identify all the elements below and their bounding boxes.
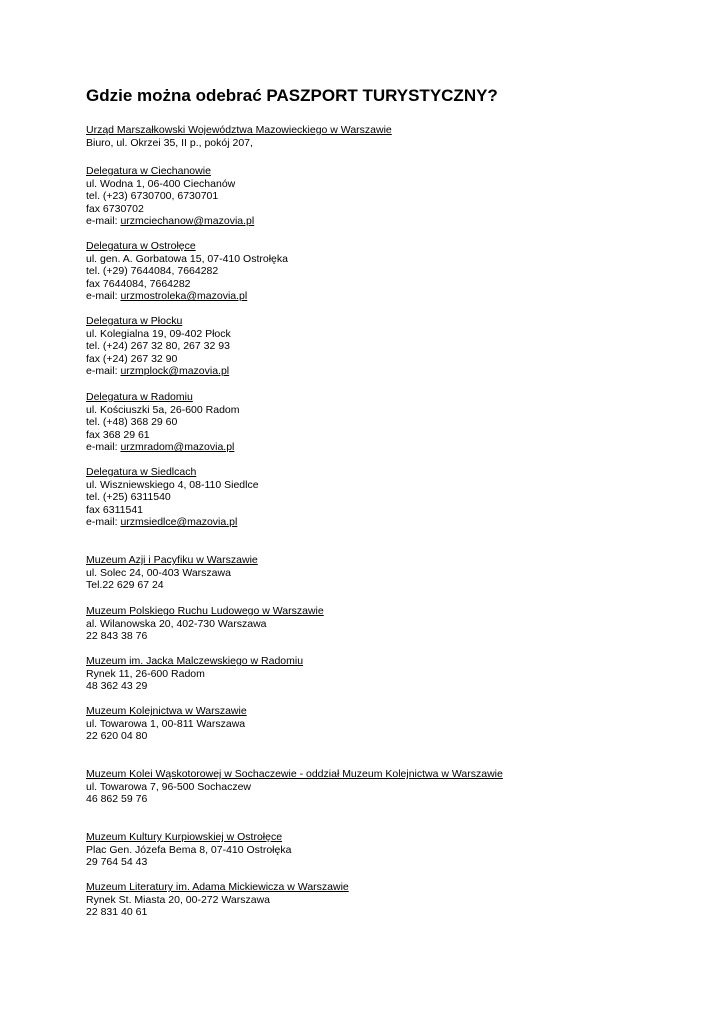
email-label: e-mail: bbox=[86, 365, 121, 378]
phone-line: 46 862 59 76 bbox=[86, 793, 148, 806]
fax-line: fax 7644084, 7664282 bbox=[86, 277, 191, 290]
museum-entry bbox=[86, 768, 503, 806]
delegation-name: Delegatura w Płocku bbox=[86, 315, 183, 327]
museum-name: Muzeum Literatury im. Adama Mickiewicza w Warszawie bbox=[86, 881, 349, 893]
museum-entry bbox=[86, 705, 247, 743]
museum-entry bbox=[86, 605, 324, 643]
phone-line: tel. (+24) 267 32 80, 267 32 93 bbox=[86, 340, 230, 353]
address-line: Rynek St. Miasta 20, 00-272 Warszawa bbox=[86, 893, 271, 906]
delegation-entry bbox=[86, 466, 259, 529]
address-line: Biuro, ul. Okrzei 35, II p., pokój 207, bbox=[86, 136, 253, 149]
email-line bbox=[86, 516, 259, 529]
museum-name: Muzeum Kolei Wąskotorowej w Sochaczewie - oddział Muzeum Kolejnictwa w Warszawie bbox=[86, 768, 503, 780]
phone-line: 22 843 38 76 bbox=[86, 630, 148, 643]
phone-line: 29 764 54 43 bbox=[86, 856, 148, 869]
museum-name: Muzeum Polskiego Ruchu Ludowego w Warszawie bbox=[86, 605, 324, 617]
phone-line: tel. (+25) 6311540 bbox=[86, 491, 171, 504]
museum-entry bbox=[86, 655, 303, 693]
phone-line: 22 831 40 61 bbox=[86, 906, 148, 919]
phone-line: 48 362 43 29 bbox=[86, 680, 148, 693]
email-label: e-mail: bbox=[86, 441, 121, 454]
email-link[interactable]: urzmostroleka@mazovia.pl bbox=[120, 290, 248, 303]
phone-line: tel. (+23) 6730700, 6730701 bbox=[86, 190, 219, 203]
email-link[interactable]: urzmciechanow@mazovia.pl bbox=[120, 215, 255, 228]
museum-name: Muzeum Kultury Kurpiowskiej w Ostrołęce bbox=[86, 831, 283, 843]
page-title: Gdzie można odebrać PASZPORT TURYSTYCZNY? bbox=[86, 86, 498, 105]
fax-line: fax (+24) 267 32 90 bbox=[86, 352, 178, 365]
office-entry bbox=[86, 124, 392, 149]
delegation-entry bbox=[86, 240, 288, 303]
email-line bbox=[86, 365, 231, 378]
phone-line: 22 620 04 80 bbox=[86, 730, 148, 743]
address-line: ul. Kościuszki 5a, 26-600 Radom bbox=[86, 403, 240, 416]
email-link[interactable]: urzmplock@mazovia.pl bbox=[120, 365, 230, 378]
museum-entry bbox=[86, 554, 258, 592]
fax-line: fax 368 29 61 bbox=[86, 428, 150, 441]
email-label: e-mail: bbox=[86, 516, 121, 529]
fax-line: fax 6730702 bbox=[86, 202, 144, 215]
address-line: Rynek 11, 26-600 Radom bbox=[86, 667, 205, 680]
address-line: ul. gen. A. Gorbatowa 15, 07-410 Ostrołęka bbox=[86, 252, 288, 265]
address-line: ul. Towarowa 1, 00-811 Warszawa bbox=[86, 717, 246, 730]
museum-name: Muzeum im. Jacka Malczewskiego w Radomiu bbox=[86, 655, 304, 667]
email-line bbox=[86, 441, 240, 454]
email-link[interactable]: urzmradom@mazovia.pl bbox=[120, 441, 235, 454]
email-label: e-mail: bbox=[86, 290, 121, 303]
address-line: ul. Kolegialna 19, 09-402 Płock bbox=[86, 327, 231, 340]
email-line bbox=[86, 290, 288, 303]
phone-line: Tel.22 629 67 24 bbox=[86, 579, 164, 592]
address-line: ul. Towarowa 7, 96-500 Sochaczew bbox=[86, 780, 251, 793]
museum-entry bbox=[86, 831, 291, 869]
address-line: Plac Gen. Józefa Bema 8, 07-410 Ostrołęka bbox=[86, 843, 292, 856]
museum-entry bbox=[86, 881, 349, 919]
delegation-entry bbox=[86, 315, 231, 378]
fax-line: fax 6311541 bbox=[86, 503, 144, 516]
delegation-name: Delegatura w Siedlcach bbox=[86, 466, 197, 478]
museum-name: Muzeum Azji i Pacyfiku w Warszawie bbox=[86, 554, 258, 566]
delegation-name: Delegatura w Ostrołęce bbox=[86, 240, 196, 252]
delegation-entry bbox=[86, 391, 240, 454]
email-line bbox=[86, 215, 254, 228]
phone-line: tel. (+48) 368 29 60 bbox=[86, 416, 178, 429]
delegation-name: Delegatura w Radomiu bbox=[86, 391, 193, 403]
address-line: al. Wilanowska 20, 402-730 Warszawa bbox=[86, 617, 267, 630]
delegation-name: Delegatura w Ciechanowie bbox=[86, 165, 211, 177]
email-label: e-mail: bbox=[86, 215, 121, 228]
museum-name: Muzeum Kolejnictwa w Warszawie bbox=[86, 705, 247, 717]
address-line: ul. Wiszniewskiego 4, 08-110 Siedlce bbox=[86, 478, 259, 491]
address-line: ul. Solec 24, 00-403 Warszawa bbox=[86, 566, 231, 579]
office-name: Urząd Marszałkowski Województwa Mazowieckiego w Warszawie bbox=[86, 124, 392, 136]
email-link[interactable]: urzmsiedlce@mazovia.pl bbox=[120, 516, 238, 529]
delegation-entry bbox=[86, 165, 254, 228]
phone-line: tel. (+29) 7644084, 7664282 bbox=[86, 265, 219, 278]
address-line: ul. Wodna 1, 06-400 Ciechanów bbox=[86, 177, 236, 190]
